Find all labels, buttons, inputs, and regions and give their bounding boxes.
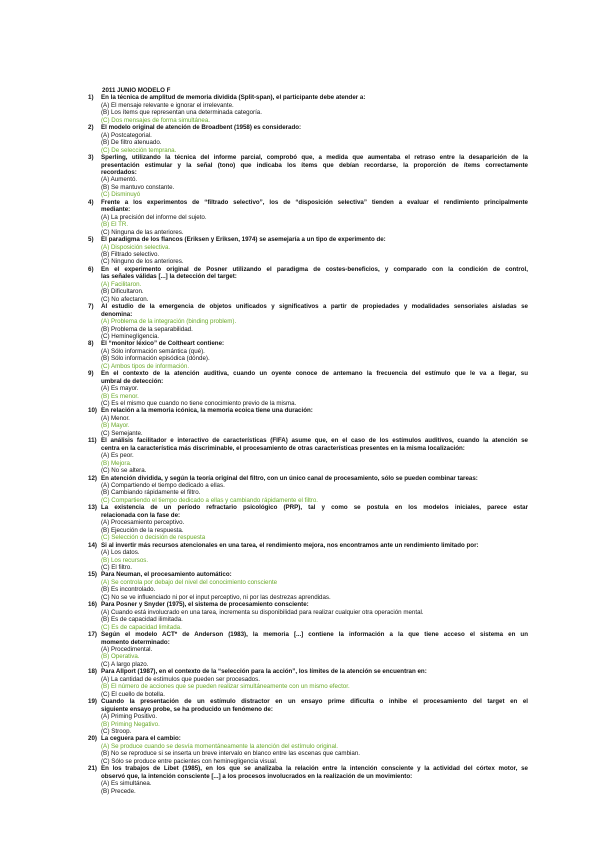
question-stem [88,407,528,414]
answer-option-correct: (B) Mayor. [101,422,130,430]
answer-option: (B) Filtrado selectivo. [101,250,160,258]
answer-option: (B) Precede. [101,787,136,795]
question-number: 18) [88,668,97,676]
question-text [101,94,528,101]
answer-option-correct: (A) Se produce cuando se desvía momentáneamente la atención del estímulo original. [101,742,338,750]
question-stem [88,124,528,131]
question-number: 16) [88,601,97,609]
answer-option: (B) No se reproduce si se inserta un breve intervalo en blanco entre las escenas que cambian. [101,750,360,758]
question-text [101,542,528,549]
exam-page [88,87,528,795]
question-text [101,370,528,385]
question-stem [88,199,528,214]
question-text [101,303,528,318]
question-stem [88,370,528,385]
question-block [88,437,528,474]
question-text [101,765,528,780]
question-text-line: Sperling, utilizando la técnica del informe parcial, comprobó que, a medida que aumentaba el retraso entre la desaparición de la [101,154,528,162]
question-stem [88,601,528,608]
question-number: 15) [88,571,97,579]
question-number: 10) [88,407,97,415]
question-text [101,668,528,675]
question-text-line: Si al invertir más recursos atencionales en una tarea, el rendimiento mejora, nos encontramos ante un rendimiento limitado por: [101,541,479,549]
question-text-line: denomina: [101,310,133,318]
question-text [101,124,528,131]
question-text-line: El análisis facilitador e interactivo de características (FIFA) asume que, en el caso de los estímulos auditivos, cuando la atención se [101,437,528,445]
answer-option: (C) Hemineglígencia. [101,332,160,340]
question-block [88,94,528,124]
question-stem [88,504,528,519]
answer-option: (B) Los ítems que representan una determinada categoría. [101,109,262,117]
question-stem [88,94,528,101]
question-text [101,631,528,646]
answer-option: (A) Priming Positivo. [101,713,158,721]
answer-option: (B) Dificultaron. [101,288,144,296]
question-block [88,735,528,765]
answer-option: (A) Los datos. [101,549,140,557]
question-text [101,698,528,713]
question-text [101,437,528,452]
answer-option-correct: (A) Facilitaron. [101,280,142,288]
question-stem [88,668,528,675]
question-stem [88,303,528,318]
question-stem [88,542,528,549]
answer-option: (C) No se altera. [101,467,147,475]
question-text-line: El modelo original de atención de Broadbent (1958) es considerado: [101,124,302,132]
question-text-line: El paradigma de los flancos (Eriksen y Eriksen, 1974) se asemejaría a un tipo de experimento de: [101,236,386,244]
question-text-line: relacionada con la fase de: [101,511,181,519]
question-text-line: En atención dividida, y según la teoría original del filtro, con un único canal de procesamiento, sólo se pueden combinar tareas: [101,474,478,482]
answer-option: (B) Sólo información episódica (dónde). [101,355,210,363]
question-text-line: recordados: [101,168,137,176]
question-text [101,735,528,742]
question-block [88,668,528,698]
question-stem [88,340,528,347]
answer-option-correct: (A) Se controla por debajo del nivel del conocimiento consciente [101,578,278,586]
question-number: 5) [88,236,94,244]
question-block [88,698,528,735]
question-text [101,154,528,176]
answer-option: (A) Postcategorial. [101,131,152,139]
question-text-line: observó que, la intención consciente [...] a los procesos involucrados en la realización de un movimiento: [101,772,413,780]
question-number: 11) [88,437,97,445]
answer-option: (C) El cuello de botella. [101,690,165,698]
question-text-line: La ceguera para el cambio: [101,735,181,743]
question-stem [88,437,528,452]
answer-option-correct: (C) Ambos tipos de información. [101,362,190,370]
answer-option: (A) Sólo información semántica (qué). [101,347,205,355]
answer-option: (C) A largo plazo. [101,660,149,668]
answer-option-correct: (C) Selección o decisión de respuesta [101,534,206,542]
question-block [88,407,528,437]
answer-option: (B) Problema de la separabilidad. [101,325,193,333]
question-number: 2) [88,124,94,132]
question-text-line: momento determinado: [101,638,170,646]
answer-option-correct: (C) De selección temprana. [101,146,177,154]
question-block [88,504,528,541]
question-text [101,475,528,482]
question-block [88,601,528,631]
question-text-line: centra en la característica más discriminable, el procesamiento de otras características presentes en la misma localización: [101,444,465,452]
exam-title: 2011 JUNIO MODELO F [102,87,171,94]
question-block [88,475,528,505]
question-stem [88,266,528,281]
answer-option: (A) Es mayor. [101,385,139,393]
question-text [101,407,528,414]
answer-option-correct: (A) Problema de la integración (binding problem). [101,318,237,326]
question-text-line: Para Neuman, el procesamiento automático: [101,571,232,579]
answer-option-correct: (B) Mejora. [101,459,132,467]
question-number: 19) [88,698,97,706]
answer-option: (B) Cambiando rápidamente el filtro. [101,489,201,497]
answer-option: (A) La cantidad de estímulos que pueden ser procesados. [101,675,260,683]
question-text-line: En la técnica de amplitud de memoria dividida (Split-span), el participante debe atender a: [101,94,366,102]
answer-option: (A) Compartiendo el tiempo dedicado a ellas. [101,482,225,490]
answer-option: (A) Procedimental. [101,645,153,653]
question-text-line: las señales válidas [...] la detección del target: [101,273,237,281]
answer-option: (C) Ninguna de las anteriores. [101,228,184,236]
question-block [88,631,528,668]
question-stem [88,631,528,646]
question-stem [88,571,528,578]
question-text-line: Frente a los experimentos de “filtrado selectivo”, los de “disposición selectiva” tienden a evaluar el rendimiento principalmente [101,198,528,206]
answer-option-correct: (B) Priming Negativo. [101,720,160,728]
question-text-line: La existencia de un período refractario psicológico (PRP), tal y como se postula en los modelos iniciales, parece estar [101,504,528,512]
answer-option: (C) El filtro. [101,564,132,571]
question-text-line: mediante: [101,206,131,214]
question-text [101,504,528,519]
answer-option: (C) Semejante. [101,429,143,437]
question-stem [88,154,528,176]
question-text-line: Según el modelo ACT* de Anderson (1983), la memoria [...] contiene la información a la que tiene acceso el sistema en un [101,631,528,639]
question-block [88,124,528,154]
question-text-line: siguiente ensayo probe, se ha producido un fenómeno de: [101,705,273,713]
answer-option: (C) No afectaron. [101,295,149,303]
question-text [101,340,528,347]
answer-option: (B) Se mantuvo constante. [101,183,175,191]
answer-option: (C) Ninguno de los anteriores. [101,258,184,266]
answer-option-correct: (B) Es menor. [101,392,139,400]
answer-option: (A) Menor. [101,414,130,422]
answer-option: (B) De filtro atenuado. [101,139,162,147]
answer-option-correct: (B) Los recursos. [101,556,149,564]
question-number: 7) [88,303,94,311]
answer-option: (A) Procesamiento perceptivo. [101,519,185,527]
answer-option-correct: (C) Es de capacidad limitada. [101,623,182,631]
question-block [88,571,528,601]
answer-option: (A) Aumentó. [101,176,138,184]
question-block [88,303,528,340]
question-text-line: umbral de detección: [101,377,164,385]
question-number: 9) [88,370,94,378]
answer-option: (B) Ejecución de la respuesta. [101,526,184,534]
question-text-line: Para Posner y Snyder (1975), el sistema de procesamiento consciente: [101,601,309,609]
question-block [88,542,528,572]
answer-option-correct: (C) Disminuyó [101,191,141,199]
answer-option: (C) Stroop. [101,727,132,735]
answer-option: (C) Es el mismo que cuando no tiene conocimiento previo de la misma. [101,400,297,408]
answer-option: (A) Es simultánea. [101,780,152,788]
question-text-line: El “monitor léxico” de Coltheart contiene: [101,340,225,348]
question-text-line: Cuando la presentación de un estímulo distractor en un ensayo prime dificulta o inhibe el procesamiento del target en el [101,698,528,706]
answer-option-correct: (B) Operativa. [101,653,140,661]
answer-option: (C) Sólo se produce entre pacientes con heminegligencia visual. [101,757,278,765]
question-text [101,199,528,214]
answer-option: (A) El mensaje relevante e ignorar el irrelevante. [101,101,234,109]
question-number: 3) [88,154,94,162]
question-stem [88,236,528,243]
question-number: 8) [88,340,94,348]
question-number: 1) [88,94,94,102]
question-number: 6) [88,265,94,273]
answer-option-correct: (A) Disposición selectiva. [101,243,171,251]
question-block [88,199,528,236]
question-number: 13) [88,504,97,512]
question-list [88,94,528,795]
question-text [101,601,528,608]
answer-option: (A) La precisión del informe del sujeto. [101,213,207,221]
question-block [88,236,528,266]
question-number: 21) [88,765,97,773]
answer-option: (A) Cuando está involucrado en una tarea, incrementa su disponibilidad para realizar cualquier otra operación mental. [101,608,424,616]
answer-option: (B) Es incontrolado. [101,586,156,594]
question-text-line: Al estudio de la emergencia de objetos unificados y significativos a partir de propiedades y modalidades sensoriales aisladas se [101,303,528,311]
answer-option-correct: (B) El número de acciones que se pueden realizar simultáneamente con un mismo efector. [101,683,350,691]
question-stem [88,698,528,713]
question-block [88,765,528,795]
question-text-line: En relación a la memoria icónica, la memoria ecoica tiene una duración: [101,407,313,415]
answer-option-correct: (B) El TR. [101,221,129,229]
question-number: 12) [88,474,97,482]
question-block [88,340,528,370]
answer-option: (B) Es de capacidad ilimitada. [101,616,183,624]
question-text [101,266,528,281]
answer-option: (A) Es peor. [101,452,134,460]
answer-option-correct: (C) Dos mensajes de forma simultánea. [101,116,211,124]
question-text-line: En el experimento original de Posner utilizando el paradigma de costes-beneficios, y comparado con la condición de control, [101,265,528,273]
question-text [101,571,528,578]
question-number: 17) [88,631,97,639]
question-number: 14) [88,541,97,549]
question-stem [88,765,528,780]
question-block [88,370,528,407]
question-text-line: En el contexto de la atención auditiva, cuando un oyente conoce de antemano la frecuencia del estímulo que le va a llegar, su [101,370,528,378]
question-text [101,236,528,243]
question-block [88,154,528,199]
question-number: 4) [88,198,94,206]
question-block [88,266,528,303]
question-stem [88,475,528,482]
question-stem [88,735,528,742]
answer-option-correct: (C) Compartiendo el tiempo dedicado a ellas y cambiando rápidamente el filtro. [101,496,319,504]
question-number: 20) [88,735,97,743]
question-text-line: presentación estimular y la señal (tono) que indicaba los ítems que debían recordarse, la proporción de ítems correctamente [101,161,528,169]
question-text-line: Para Allport (1987), en el contexto de la “selección para la acción”, los límites de la atención se encuentran en: [101,668,427,676]
answer-option: (C) No se ve influenciado ni por el input perceptivo, ni por las destrezas aprendidas. [101,593,331,601]
question-text-line: En los trabajos de Libet (1985), en los que se analizaba la relación entre la intención consciente y la actividad del córtex motor, se [101,765,528,773]
